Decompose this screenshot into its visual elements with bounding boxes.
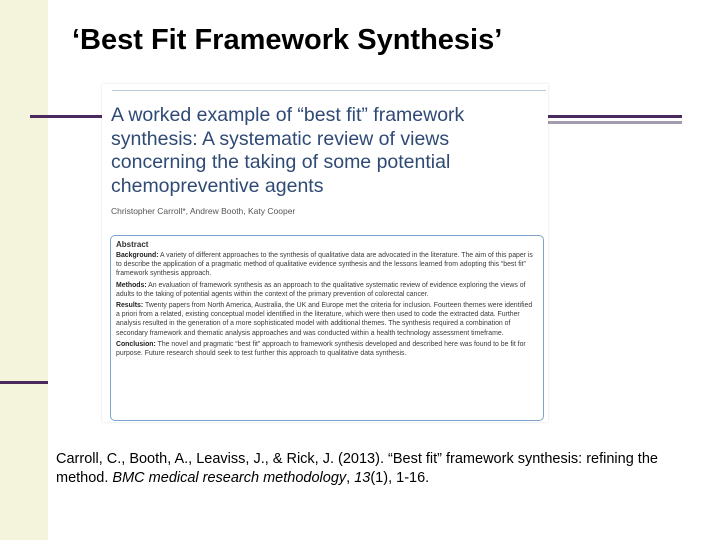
title-rule-right-dark [548,115,682,118]
citation-journal: BMC medical research methodology [112,470,347,486]
abstract-conclusion-text: The novel and pragmatic “best fit” approach to framework synthesis developed and described here was found to be fit for purpose. Future research should seek to test further this approach to qualitative data synthesis. [116,340,526,358]
citation-pages: 1-16. [396,470,430,486]
abstract-results-label: Results: [116,302,144,310]
abstract-background [116,251,536,279]
title-rule-right-light [548,121,682,124]
left-band-divider [0,381,48,384]
citation-separator: , [346,470,355,486]
article-top-line [112,90,546,91]
title-rule-left [30,115,102,118]
citation [56,450,666,488]
abstract-conclusion [116,340,536,358]
article-screenshot [102,84,548,422]
abstract-background-text: A variety of different approaches to the synthesis of qualitative data are advocated in the literature. The aim of this paper is to describe the application of a pragmatic method of qualitative evidence synthesis and the lessons learned from adopting this “best fit” framework synthesis approach. [116,252,533,278]
citation-prefix: Carroll, C., Booth, A., Leaviss, J., & Rick, J. (2013). “Best fit” framework synthesis: refining the method. [56,451,658,486]
abstract-methods [116,281,536,299]
abstract-methods-label: Methods: [116,281,147,289]
abstract-box [110,235,544,421]
abstract-background-label: Background: [116,252,159,259]
abstract-methods-text: An evaluation of framework synthesis as an approach to the qualitative systematic review of evidence exploring the views of adults to the taking of potential agents within the context of the primary prevention of colorectal cancer. [116,281,526,298]
article-authors: Christopher Carroll*, Andrew Booth, Katy Cooper [111,206,296,216]
left-decorative-band [0,0,48,540]
abstract-results [116,301,536,338]
citation-volume: 13 [354,470,371,486]
article-title: A worked example of “best fit” framework synthesis: A systematic review of views concerning the taking of some potential chemopreventive agents [111,104,465,197]
abstract-heading: Abstract [116,240,149,249]
slide-title: ‘Best Fit Framework Synthesis’ [72,24,503,56]
abstract-results-text: Twenty papers from North America, Australia, the UK and Europe met the criteria for inclusion. Fourteen themes were identified a priori from a related, existing conceptual model identified in the literature, which were then used to code the extracted data. Further analysis resulted in the generation of a more sophisticated model with additional themes. The synthesis required a combination of secondary framework and thematic analysis approaches and was conducted within a health technology assessment timeframe. [116,302,533,337]
abstract-conclusion-label: Conclusion: [116,340,156,348]
citation-issue: (1), [370,470,397,486]
